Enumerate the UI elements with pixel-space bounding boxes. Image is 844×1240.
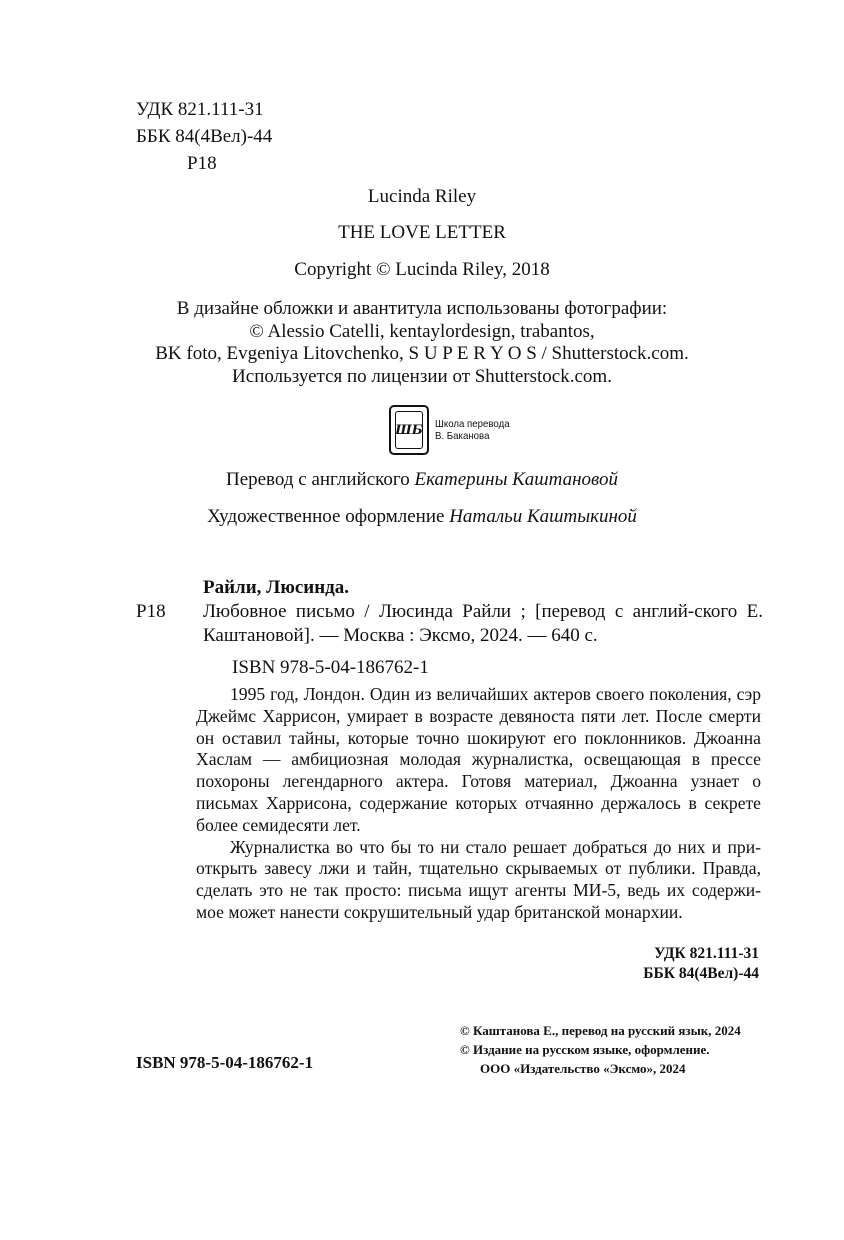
copyright-line: ООО «Издательство «Эксмо», 2024: [480, 1061, 686, 1076]
art-design-label: Художественное оформление: [207, 506, 445, 527]
logo-caption: [435, 418, 510, 443]
biblio-index: Р18: [136, 601, 166, 622]
original-title: THE LOVE LETTER: [338, 222, 506, 243]
copyright-line: © Издание на русском языке, оформление.: [460, 1042, 710, 1057]
biblio-row: [136, 600, 766, 648]
biblio-description: Любовное письмо / Люсинда Райли ; [перевод с англий-ского Е. Каштановой]. — Москва : Эксмо, 2024. — 640 с.: [203, 601, 763, 646]
photo-credits-line: В дизайне обложки и авантитула использованы фотографии:: [176, 298, 668, 319]
logo-emblem-icon: [389, 405, 429, 455]
logo-letters: ШБ: [395, 411, 423, 449]
original-author: Lucinda Riley: [367, 186, 477, 207]
photo-credits: [0, 298, 844, 388]
original-copyright: Copyright © Lucinda Riley, 2018: [294, 259, 550, 280]
annotation-paragraph: Журналистка во что бы то ни стало решает добраться до них и при-открыть завесу лжи и тайн, тщательно скрываемых от публики. Правда, сделать это не так просто: письма ищут агенты МИ-5, ведь их содержи-мое может нанести сокрушительный удар британской монархии.: [196, 836, 761, 922]
art-design-credit: [0, 506, 844, 528]
photo-credits-line: © Alessio Catelli, kentaylordesign, trabantos,: [249, 320, 595, 342]
biblio-author-heading: Райли, Люсинда.: [203, 577, 350, 598]
translation-label: Перевод с английского: [225, 469, 410, 490]
classification-codes: [136, 96, 272, 177]
copyright-block: [460, 1021, 741, 1078]
bibliographic-record: [136, 576, 766, 680]
udk-code: УДК 821.111-31: [136, 99, 264, 120]
logo-caption-line2: В. Баканова: [435, 430, 490, 442]
photo-credits-line: Используется по лицензии от Shutterstock.com.: [232, 365, 612, 387]
translation-credit: [0, 469, 844, 491]
translation-school-logo: [389, 405, 516, 455]
udk-bbk-block: [560, 944, 759, 984]
udk-code-bold: УДК 821.111-31: [654, 945, 759, 962]
biblio-isbn: ISBN 978-5-04-186762-1: [232, 657, 429, 678]
annotation: [196, 684, 761, 924]
bbk-code: ББК 84(4Вел)-44: [136, 126, 273, 147]
copyright-line: © Каштанова Е., перевод на русский язык, 2024: [460, 1023, 741, 1038]
photo-credits-line: BK foto, Evgeniya Litovchenko, S U P E R Y O S / Shutterstock.com.: [155, 343, 689, 364]
translator-name: Екатерины Каштановой: [414, 469, 619, 490]
author-mark: Р18: [187, 153, 217, 174]
logo-caption-line1: Школа перевода: [435, 417, 510, 430]
annotation-paragraph: 1995 год, Лондон. Один из величайших актеров своего поколения, сэр Джеймс Харрисон, умирает в возрасте девяноста пяти лет. После смерти он оставил тайны, которые точно шокируют его поклонников. Джоанна Хаслам — амбициозная молодая журналистка, освещающая в прессе похороны легендарного актера. Готовя материал, Джоанна узнает о письмах Харрисона, содержание которых отчаянно держалось в секрете более семидесяти лет.: [196, 684, 761, 835]
bbk-code-bold: ББК 84(4Вел)-44: [643, 965, 759, 982]
isbn-footer: ISBN 978-5-04-186762-1: [136, 1053, 314, 1072]
designer-name: Натальи Каштыкиной: [449, 506, 637, 527]
